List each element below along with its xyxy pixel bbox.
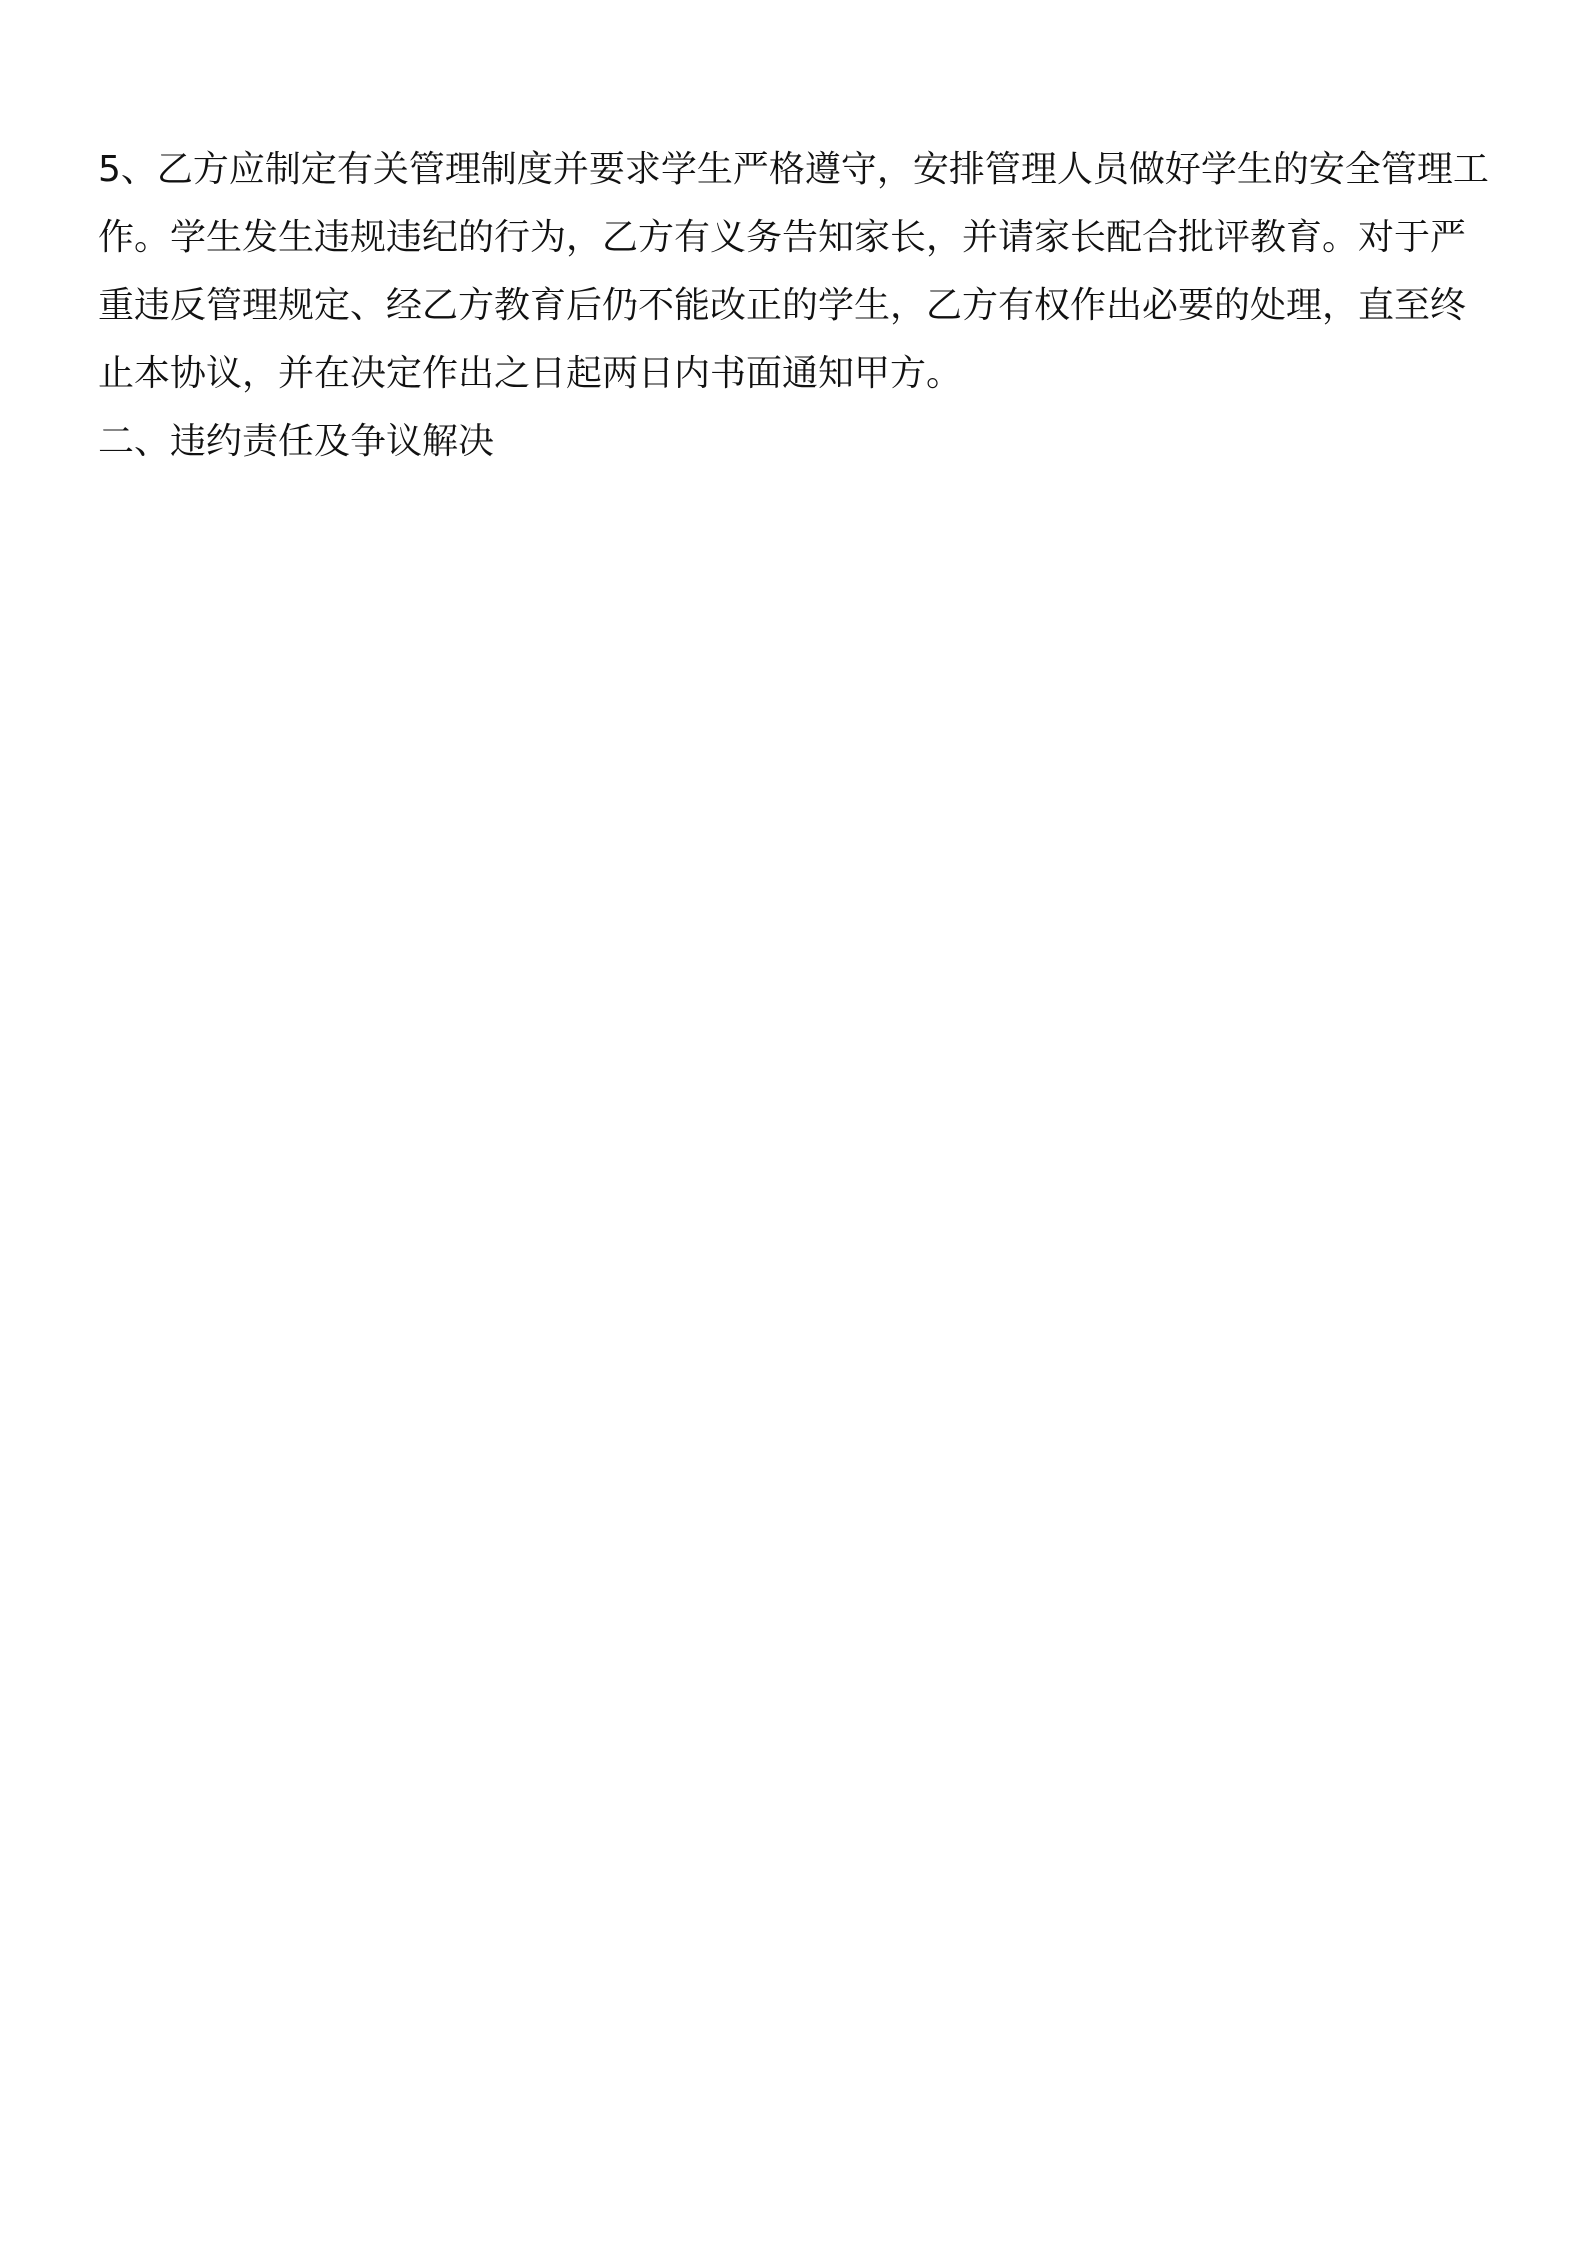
document-body <box>98 136 1498 476</box>
clause-5: 5、乙方应制定有关管理制度并要求学生严格遵守，安排管理人员做好学生的安全管理工作。学生发生违规违纪的行为，乙方有义务告知家长，并请家长配合批评教育。对于严重违反管理规定、经乙方教育后仍不能改正的学生，乙方有权作出必要的处理，直至终止本协议，并在决定作出之日起两日内书面通知甲方。 <box>98 149 1489 394</box>
section-2-heading: 二、违约责任及争议解决 <box>98 421 495 462</box>
